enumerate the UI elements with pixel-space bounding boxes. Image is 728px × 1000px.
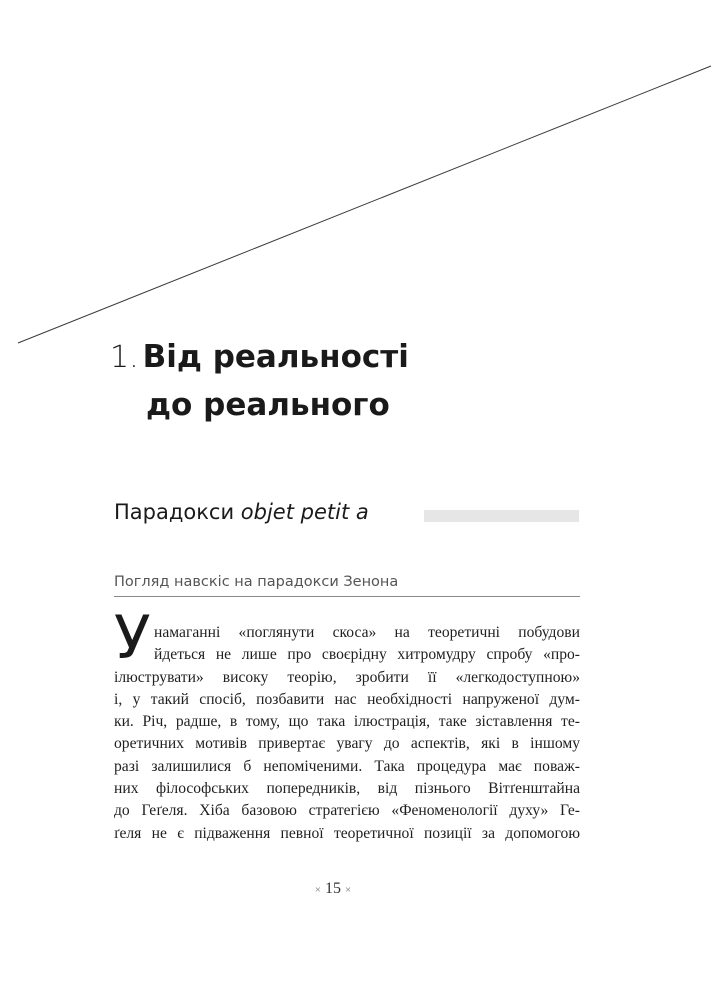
text-line: разі залишилися б непоміченими. Така процедура має поваж- [114, 757, 580, 775]
text-line: ки. Річ, радше, в тому, що така ілюстрація, таке зіставлення те- [114, 713, 580, 731]
text-line: ілюструвати» високу теорію, зробити її «легкодоступною» [114, 668, 580, 686]
section-title-prefix: Парадокси [114, 500, 241, 524]
text-line: ґеля не є підваження певної теоретичної позиції за допомогою [114, 824, 580, 842]
page-number-footer [0, 880, 666, 898]
text-line: них філософських попередників, від пізнього Вітґенштайна [114, 780, 580, 798]
chapter-number: 1. [110, 340, 139, 375]
text-line: і, у такий спосіб, позбавити нас необхідності напруженої дум- [114, 690, 580, 708]
page-number: 15 [325, 880, 341, 897]
chapter-title-line-2: до реального [146, 387, 390, 423]
text-line: йдеться не лише про своєрідну хитромудру спробу «про- [154, 646, 580, 664]
section-heading [114, 500, 369, 524]
section-title-italic: objet petit a [240, 500, 369, 524]
chapter-title-line-1: Від реальності [142, 339, 409, 375]
ornament-left: × [314, 884, 321, 896]
text-line: до Геґеля. Хіба базовою стратегією «Феноменології духу» Ге- [114, 802, 580, 820]
section-decorative-bar [424, 510, 579, 522]
body-paragraph [114, 622, 580, 845]
text-line: намаганні «поглянути скоса» на теоретичні побудови [154, 624, 580, 641]
chapter-heading [110, 336, 409, 426]
subsection-heading: Погляд навскіс на парадокси Зенона [114, 574, 580, 597]
ornament-right: × [345, 884, 352, 896]
text-line: оретичних мотивів привертає увагу до аспектів, які в іншому [114, 735, 580, 753]
drop-cap: У [114, 603, 151, 673]
